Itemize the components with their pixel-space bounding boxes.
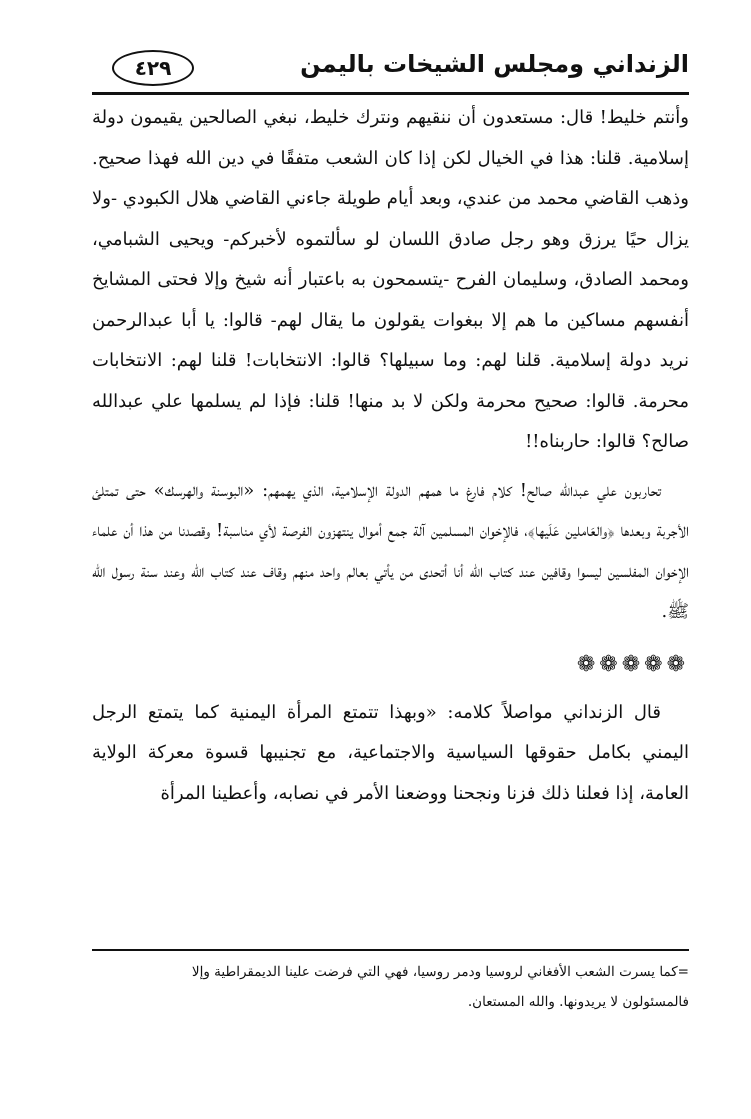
footnote-line: فالمسئولون لا يريدونها. والله المستعان. <box>467 994 689 1010</box>
footnote <box>92 957 689 1017</box>
section-divider-ornament: ❁❁❁❁❁ <box>576 651 689 677</box>
page-header <box>92 44 689 94</box>
running-title: الزنداني ومجلس الشيخات باليمن <box>300 50 689 78</box>
main-text <box>92 98 689 814</box>
footnote-line: =كما يسرت الشعب الأفغاني لروسيا ودمر روسيا، فهي التي فرضت علينا الديمقراطية وإلا <box>191 964 689 980</box>
paragraph: تحاربون علي عبدالله صالح! كلام فارغ ما همهم الدولة الإسلامية، الذي يهمهم: «البوسنة والهرسك» حتى تمتلئ الأجربة وبعدها ﴿والعَاملين عَلَيها﴾، فالإخوان المسلمين آلة جمع أموال ينتهزون الفرصة لأي مناسبة! وقصدنا من هذا أن علماء الإخوان المفلسين ليسوا وقافين عند كتاب الله أنا أتحدى من يأتي بعالم واحد منهم وقاف عند كتاب الله وعند سنة رسول الله ﷺ. <box>92 479 689 622</box>
header-rule <box>92 92 689 95</box>
paragraph: قال الزنداني مواصلاً كلامه: «وبهذا تتمتع المرأة اليمنية كما يتمتع الرجل اليمني بكامل حقوقها السياسية والاجتماعية، مع تجنيبها قسوة معركة الولاية العامة، إذا فعلنا ذلك فزنا ونجحنا ووضعنا الأمر في نصابه، وأعطينا المرأة <box>92 701 689 804</box>
footnote-rule <box>92 949 689 951</box>
paragraph: وأنتم خليط! قال: مستعدون أن ننقيهم ونترك خليط، نبغي الصالحين يقيمون دولة إسلامية. قلنا: هذا في الخيال لكن إذا كان الشعب متفقًا في دين الله فهذا صحيح. وذهب القاضي محمد من عندي، وبعد أيام طويلة جاءني القاضي هلال الكبودي -ولا يزال حيًا يرزق وهو رجل صادق اللسان لو سألتموه لأخبركم- ويحيى الشبامي، ومحمد الصادق، وسليمان الفرح -يتسمحون به باعتبار أنه شيخ وإلا فحتى المشايخ أنفسهم مساكين ما هم إلا ببغوات يقولون ما يقال لهم- قالوا: يا أبا عبدالرحمن نريد دولة إسلامية. قلنا لهم: وما سبيلها؟ قالوا: الانتخابات! قلنا لهم: الانتخابات محرمة. قالوا: صحيح محرمة ولكن لا بد منها! قلنا: فإذا لم يسلمها علي عبدالله صالح؟ قالوا: حاربناه!! <box>92 107 689 452</box>
page-number: ٤٢٩ <box>112 50 194 86</box>
